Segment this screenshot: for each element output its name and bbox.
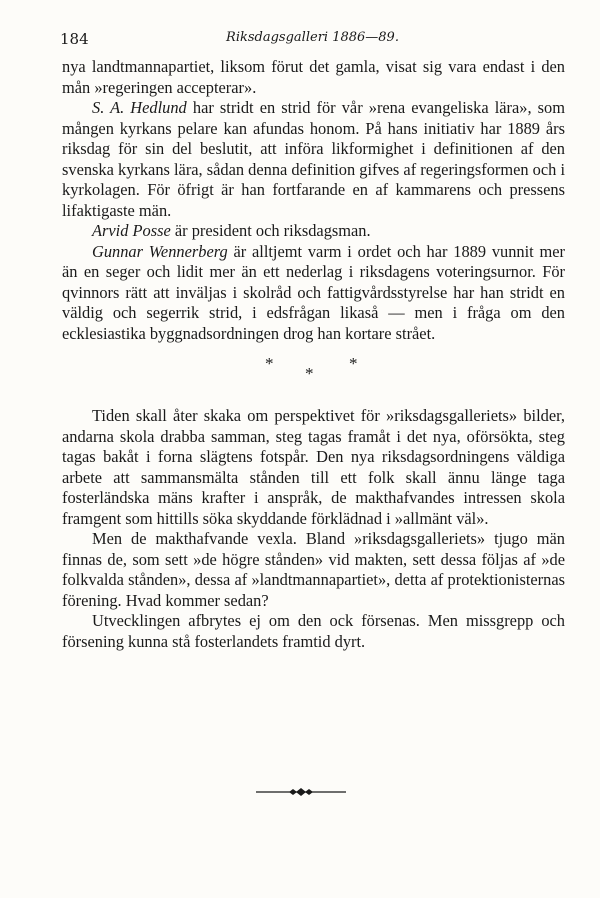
paragraph: Gunnar Wennerberg är alltjemt varm i ordet och har 1889 vunnit mer än en seger och lidit mer än ett nederlag i riksdagens voteringsurnor. För qvinnors rätt att inväljas i skolråd och fattigvårdsstyrelse har han stridt en väldig och segerrik strid, i edsfrågan likaså — men i fråga om den ecklesiastika byggnadsordningen drog han kortare strået. <box>62 241 565 343</box>
person-name: Arvid Posse <box>92 221 171 240</box>
asterisk: * <box>265 354 274 373</box>
end-ornament-icon <box>256 787 346 797</box>
paragraph: nya landtmannapartiet, liksom förut det gamla, visat sig vara endast i den mån »regeringen accepterar». <box>62 57 565 97</box>
page-header <box>60 30 565 50</box>
paragraph: Arvid Posse är president och riksdagsman. <box>92 221 371 240</box>
paragraph: Men de makthafvande vexla. Bland »riksdagsgalleriets» tjugo män finnas de, som sett »de högre stånden» vid makten, sett dessa följas af »de folkvalda stånden», dessa af »landtmannapartiet», detta af protektionisternas förening. Hvad kommer sedan? <box>62 529 565 610</box>
paragraph: Tiden skall åter skaka om perspektivet för »riksdagsgalleriets» bilder, andarna skola drabba samman, steg tagas framåt i det nya, oförsökta, steg tagas bakåt i forna slägtens fotspår. Den nya riksdagsordningens väldiga arbete att sammansmälta stånden till ett folk skall ännu länge taga fosterländska mäns krafter i anspråk, de makthafvandes intressen skola framgent som hittills söka skyddande förklädnad i »allmänt väl». <box>62 406 565 528</box>
running-head: Riksdagsgalleri 1886—89. <box>226 30 399 45</box>
body-text <box>62 57 565 652</box>
person-name: Gunnar Wennerberg <box>92 241 228 261</box>
section-separator <box>62 344 565 406</box>
asterisk: * <box>305 364 314 383</box>
person-name: S. A. Hedlund <box>92 98 187 117</box>
asterisk: * <box>349 354 358 373</box>
page-number: 184 <box>60 30 89 48</box>
paragraph: Utvecklingen afbrytes ej om den ock försenas. Men missgrepp och försening kunna stå fosterlandets framtid dyrt. <box>62 611 565 651</box>
paragraph: S. A. Hedlund har stridt en strid för vår »rena evangeliska lära», som mången kyrkans pelare kan afundas honom. På hans initiativ har 1889 års riksdag för sin del beslutit, att införa likformighet i definitionen af den svenska kyrkans lära, sådan denna definition gifves af regeringsformen och i kyrkolagen. För öfrigt är han fortfarande en af kammarens och pressens lifaktigaste män. <box>62 98 565 220</box>
